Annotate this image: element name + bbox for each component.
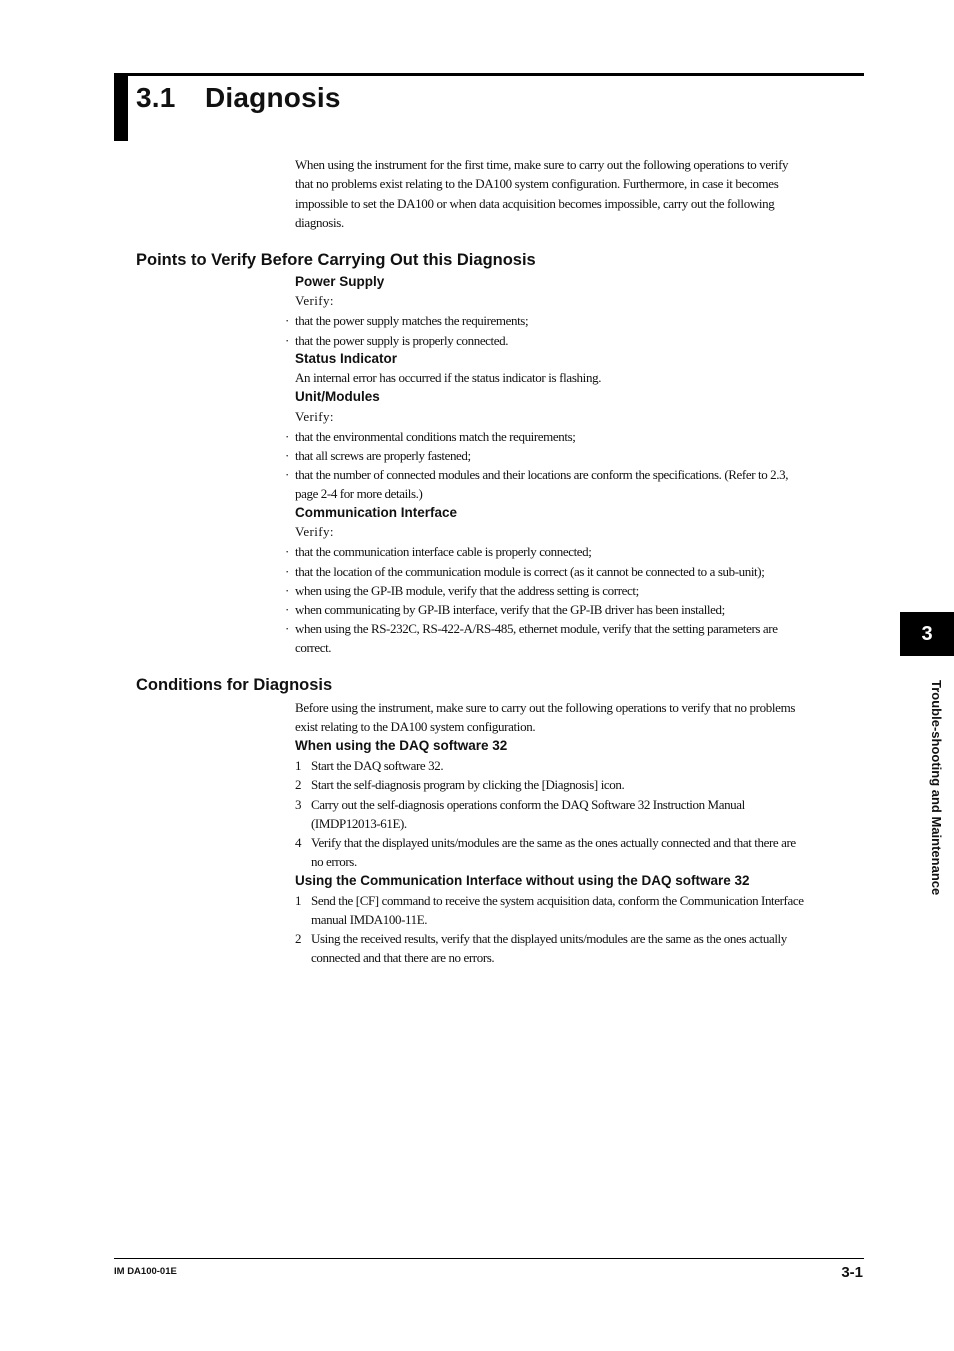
title-rule [114, 73, 864, 76]
comm-interface-verify: Verify: [295, 524, 334, 539]
list-item: · that the environmental conditions match the requirements; [285, 429, 576, 444]
step-item: 4 Verify that the displayed units/modules are the same as the ones actually connected and that there are no errors. [295, 835, 796, 870]
step-item: 3 Carry out the self-diagnosis operations conform the DAQ Software 32 Instruction Manual (IMDP12013-61E). [295, 797, 745, 832]
power-supply-verify: Verify: [295, 293, 334, 308]
title-accent-bar [114, 73, 128, 141]
step-item: 2 Start the self-diagnosis program by clicking the [Diagnosis] icon. [295, 777, 625, 792]
points-heading: Points to Verify Before Carrying Out this Diagnosis [136, 251, 536, 269]
footer-manual-id: IM DA100-01E [114, 1266, 177, 1277]
unit-modules-verify: Verify: [295, 409, 334, 424]
list-item: · that the number of connected modules and their locations are conform the specifications. (Refer to 2.3, page 2-4 for more details.) [285, 467, 789, 502]
list-item: · when using the GP-IB module, verify that the address setting is correct; [285, 583, 639, 598]
power-supply-heading: Power Supply [295, 274, 385, 289]
step-item: 2 Using the received results, verify that the displayed units/modules are the same as the ones actually connected and that there are no errors. [295, 931, 787, 966]
daq-heading: When using the DAQ software 32 [295, 738, 508, 753]
list-item: · when communicating by GP-IB interface, verify that the GP-IB driver has been installed; [285, 602, 725, 617]
list-item: · that all screws are properly fastened; [285, 448, 471, 463]
page-title [136, 82, 341, 114]
section-number: 3.1 [136, 82, 176, 113]
comm-heading: Using the Communication Interface without using the DAQ software 32 [295, 873, 750, 888]
status-indicator-heading: Status Indicator [295, 351, 398, 366]
page-number: 3-1 [841, 1264, 863, 1281]
status-indicator-text: An internal error has occurred if the status indicator is flashing. [295, 370, 602, 385]
list-item: · that the location of the communication module is correct (as it cannot be connected to a sub-unit); [285, 564, 765, 579]
step-item: 1 Start the DAQ software 32. [295, 758, 444, 773]
intro-paragraph: When using the instrument for the first time, make sure to carry out the following operations to verify that no problems exist relating to the DA100 system configuration. Furthermore, in case it becomes impossible to set the DA100 or when data acquisition becomes impossible, carry out the following diagnosis. [295, 157, 789, 231]
side-chapter-label [926, 680, 944, 925]
list-item: · that the power supply matches the requirements; [285, 313, 529, 328]
list-item: · that the communication interface cable is properly connected; [285, 544, 592, 559]
list-item: · when using the RS-232C, RS-422-A/RS-485, ethernet module, verify that the setting parameters are correct. [285, 621, 778, 656]
comm-interface-heading: Communication Interface [295, 505, 458, 520]
side-chapter-label-text: Trouble-shooting and Maintenance [929, 680, 944, 896]
chapter-tab: 3 [900, 612, 954, 656]
footer-rule [114, 1258, 864, 1259]
section-title: Diagnosis [205, 82, 341, 113]
step-item: 1 Send the [CF] command to receive the system acquisition data, conform the Communication Interface manual IMDA100-11E. [295, 893, 804, 928]
conditions-intro: Before using the instrument, make sure to carry out the following operations to verify that no problems exist relating to the DA100 system configuration. [295, 700, 796, 735]
unit-modules-heading: Unit/Modules [295, 389, 380, 404]
list-item: · that the power supply is properly connected. [285, 333, 509, 348]
conditions-heading: Conditions for Diagnosis [136, 676, 333, 694]
